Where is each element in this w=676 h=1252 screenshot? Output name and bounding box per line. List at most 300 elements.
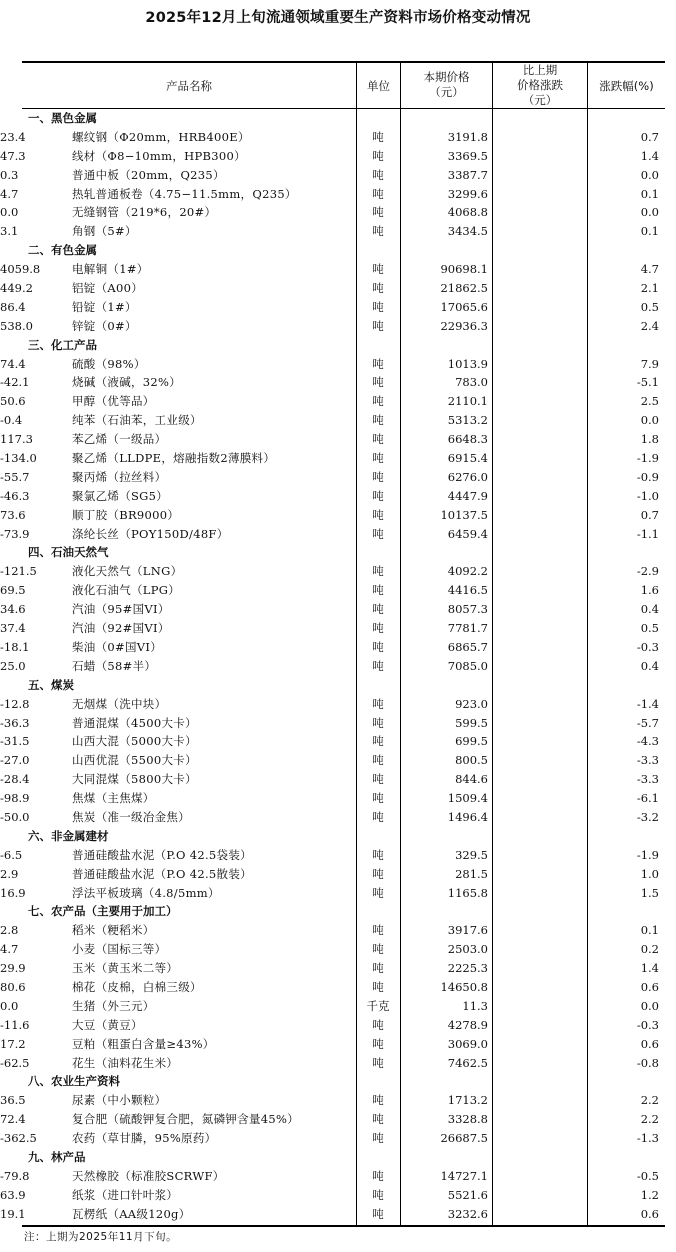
price-cell: 14727.1 (440, 1168, 488, 1183)
percent-cell: -6.1 (636, 791, 659, 806)
category-row (0, 109, 676, 128)
price-cell: 3191.8 (447, 129, 488, 144)
product-name: 聚氯乙烯（SG5） (72, 488, 169, 503)
price-cell: 783.0 (455, 375, 488, 390)
table-row (0, 392, 676, 411)
product-name: 顺丁胶（BR9000） (72, 507, 180, 522)
percent-cell: 1.4 (640, 148, 659, 163)
unit-cell: 吨 (372, 507, 384, 522)
percent-cell: -0.5 (636, 1168, 659, 1183)
product-name: 普通混煤（4500大卡） (72, 715, 197, 730)
table-body (0, 109, 676, 1224)
table-row (0, 940, 676, 959)
unit-cell: 吨 (372, 885, 384, 900)
header-price-change-line1: 比上期 (522, 63, 558, 77)
price-cell: 1165.8 (447, 885, 488, 900)
table-row (0, 147, 676, 166)
table-row (0, 657, 676, 676)
table-row (0, 279, 676, 298)
change-cell: 449.2 (0, 281, 33, 296)
percent-cell: -3.2 (636, 809, 659, 824)
product-name: 山西大混（5000大卡） (72, 734, 197, 749)
product-name: 无缝钢管（219*6，20#） (72, 205, 217, 220)
footnote: 注：上期为2025年11月下旬。 (24, 1231, 178, 1243)
product-name: 无烟煤（洗中块） (72, 696, 167, 711)
table-row (0, 1186, 676, 1205)
change-cell: 25.0 (0, 658, 26, 673)
unit-cell: 吨 (372, 167, 384, 182)
change-cell: -42.1 (0, 375, 30, 390)
table-row (0, 317, 676, 336)
table-row (0, 222, 676, 241)
unit-cell: 吨 (372, 1206, 384, 1221)
product-name: 石蜡（58#半） (72, 658, 157, 673)
percent-cell: 0.4 (640, 602, 659, 617)
change-cell: 19.1 (0, 1206, 26, 1221)
change-cell: 47.3 (0, 148, 26, 163)
product-name: 苯乙烯（一级品） (72, 432, 167, 447)
price-cell: 1509.4 (447, 791, 488, 806)
percent-cell: 0.6 (640, 1206, 659, 1221)
table-row (0, 166, 676, 185)
unit-cell: 吨 (372, 318, 384, 333)
percent-cell: -1.9 (636, 847, 659, 862)
change-cell: 37.4 (0, 621, 26, 636)
header-current-price-line2: （元） (429, 85, 464, 99)
table-row (0, 751, 676, 770)
category-row (0, 1148, 676, 1167)
table-row (0, 185, 676, 204)
product-name: 小麦（国标三等） (72, 942, 167, 957)
price-cell: 3387.7 (447, 167, 488, 182)
percent-cell: 0.1 (640, 923, 659, 938)
table-row (0, 430, 676, 449)
change-cell: 16.9 (0, 885, 26, 900)
unit-cell: 吨 (372, 753, 384, 768)
unit-cell: 吨 (372, 451, 384, 466)
table-row (0, 770, 676, 789)
percent-cell: 1.0 (640, 866, 659, 881)
product-name: 稻米（粳稻米） (72, 923, 155, 938)
unit-cell: 吨 (372, 772, 384, 787)
percent-cell: -0.9 (636, 469, 659, 484)
product-name: 纸浆（进口针叶浆） (72, 1187, 179, 1202)
table-row (0, 1129, 676, 1148)
percent-cell: 2.2 (640, 1112, 659, 1127)
category-name: 八、农业生产资料 (28, 1074, 120, 1089)
price-cell: 4068.8 (447, 205, 488, 220)
change-cell: 0.3 (0, 167, 19, 182)
percent-cell: -1.0 (636, 488, 659, 503)
unit-cell: 吨 (372, 356, 384, 371)
change-cell: 4.7 (0, 186, 19, 201)
unit-cell: 吨 (372, 375, 384, 390)
product-name: 普通硅酸盐水泥（P.O 42.5散装） (72, 866, 252, 881)
table-row (0, 714, 676, 733)
table-row (0, 449, 676, 468)
product-name: 复合肥（硫酸钾复合肥，氮磷钾含量45%） (72, 1112, 300, 1127)
price-cell: 4278.9 (447, 1017, 488, 1032)
change-cell: 34.6 (0, 602, 26, 617)
change-cell: 2.9 (0, 866, 19, 881)
unit-cell: 吨 (372, 979, 384, 994)
price-cell: 6915.4 (447, 451, 488, 466)
percent-cell: 0.2 (640, 942, 659, 957)
change-cell: 86.4 (0, 299, 26, 314)
change-cell: -31.5 (0, 734, 30, 749)
percent-cell: 0.5 (640, 299, 659, 314)
percent-cell: 0.4 (640, 658, 659, 673)
unit-cell: 吨 (372, 1187, 384, 1202)
unit-cell: 吨 (372, 1168, 384, 1183)
percent-cell: -5.7 (636, 715, 659, 730)
percent-cell: -5.1 (636, 375, 659, 390)
change-cell: -362.5 (0, 1131, 37, 1146)
price-cell: 329.5 (455, 847, 488, 862)
unit-cell: 吨 (372, 1036, 384, 1051)
product-name: 大豆（黄豆） (72, 1017, 143, 1032)
unit-cell: 千克 (366, 998, 390, 1013)
unit-cell: 吨 (372, 696, 384, 711)
table-row (0, 695, 676, 714)
change-cell: 0.0 (0, 998, 19, 1013)
price-cell: 3369.5 (447, 148, 488, 163)
percent-cell: 0.6 (640, 1036, 659, 1051)
price-cell: 2503.0 (447, 942, 488, 957)
price-cell: 10137.5 (440, 507, 488, 522)
change-cell: 63.9 (0, 1187, 26, 1202)
change-cell: 73.6 (0, 507, 26, 522)
percent-cell: -0.3 (636, 639, 659, 654)
price-cell: 17065.6 (440, 299, 488, 314)
price-cell: 599.5 (455, 715, 488, 730)
unit-cell: 吨 (372, 262, 384, 277)
price-cell: 5313.2 (447, 413, 488, 428)
table-row (0, 1167, 676, 1186)
price-cell: 6276.0 (447, 469, 488, 484)
unit-cell: 吨 (372, 923, 384, 938)
unit-cell: 吨 (372, 526, 384, 541)
category-row (0, 676, 676, 695)
percent-cell: 0.0 (640, 998, 659, 1013)
change-cell: 80.6 (0, 979, 26, 994)
unit-cell: 吨 (372, 148, 384, 163)
product-name: 普通中板（20mm，Q235） (72, 167, 225, 182)
table-row (0, 581, 676, 600)
change-cell: -28.4 (0, 772, 30, 787)
unit-cell: 吨 (372, 1112, 384, 1127)
percent-cell: -1.4 (636, 696, 659, 711)
page-title: 2025年12月上旬流通领域重要生产资料市场价格变动情况 (145, 10, 531, 26)
product-name: 柴油（0#国VI） (72, 639, 162, 654)
table-row (0, 789, 676, 808)
header-current-price (401, 70, 492, 100)
change-cell: 4059.8 (0, 262, 41, 277)
price-cell: 281.5 (455, 866, 488, 881)
price-cell: 3434.5 (447, 224, 488, 239)
price-cell: 11.3 (462, 998, 488, 1013)
product-name: 生猪（外三元） (72, 998, 155, 1013)
unit-cell: 吨 (372, 488, 384, 503)
table-bottom-rule (22, 1225, 665, 1227)
product-name: 铝锭（A00） (72, 281, 144, 296)
table-row (0, 1205, 676, 1224)
header-current-price-line1: 本期价格 (423, 70, 470, 84)
change-cell: -98.9 (0, 791, 30, 806)
price-cell: 4092.2 (447, 564, 488, 579)
percent-cell: -0.3 (636, 1017, 659, 1032)
unit-cell: 吨 (372, 658, 384, 673)
percent-cell: -0.8 (636, 1055, 659, 1070)
percent-cell: 2.2 (640, 1093, 659, 1108)
table-row (0, 1110, 676, 1129)
change-cell: -36.3 (0, 715, 30, 730)
percent-cell: 0.1 (640, 186, 659, 201)
percent-cell: 1.2 (640, 1187, 659, 1202)
product-name: 玉米（黄玉米二等） (72, 961, 179, 976)
unit-cell: 吨 (372, 583, 384, 598)
change-cell: 2.8 (0, 923, 19, 938)
percent-cell: -1.9 (636, 451, 659, 466)
table-row (0, 260, 676, 279)
price-cell: 14650.8 (440, 979, 488, 994)
change-cell: -134.0 (0, 451, 37, 466)
product-name: 锌锭（0#） (72, 318, 137, 333)
product-name: 汽油（92#国VI） (72, 621, 170, 636)
table-row (0, 865, 676, 884)
price-cell: 22936.3 (440, 318, 488, 333)
category-name: 九、林产品 (28, 1149, 86, 1164)
table-row (0, 1016, 676, 1035)
table-row (0, 487, 676, 506)
unit-cell: 吨 (372, 715, 384, 730)
product-name: 焦煤（主焦煤） (72, 791, 155, 806)
table-row (0, 1091, 676, 1110)
header-product-name: 产品名称 (166, 79, 212, 93)
change-cell: -46.3 (0, 488, 30, 503)
table-row (0, 808, 676, 827)
unit-cell: 吨 (372, 961, 384, 976)
category-name: 六、非金属建材 (28, 828, 109, 843)
product-name: 硫酸（98%） (72, 356, 146, 371)
table-row (0, 638, 676, 657)
unit-cell: 吨 (372, 299, 384, 314)
change-cell: -50.0 (0, 809, 30, 824)
percent-cell: -3.3 (636, 772, 659, 787)
category-name: 三、化工产品 (28, 337, 97, 352)
product-name: 甲醇（优等品） (72, 394, 155, 409)
table-row (0, 846, 676, 865)
unit-cell: 吨 (372, 809, 384, 824)
price-cell: 1496.4 (447, 809, 488, 824)
percent-cell: 4.7 (640, 262, 659, 277)
unit-cell: 吨 (372, 432, 384, 447)
change-cell: -0.4 (0, 413, 23, 428)
price-cell: 7781.7 (447, 621, 488, 636)
change-cell: 36.5 (0, 1093, 26, 1108)
price-cell: 5521.6 (447, 1187, 488, 1202)
unit-cell: 吨 (372, 791, 384, 806)
product-name: 线材（Φ8−10mm，HPB300） (72, 148, 246, 163)
category-row (0, 543, 676, 562)
unit-cell: 吨 (372, 1131, 384, 1146)
category-row (0, 336, 676, 355)
price-cell: 6865.7 (447, 639, 488, 654)
price-cell: 7085.0 (447, 658, 488, 673)
price-cell: 3299.6 (447, 186, 488, 201)
unit-cell: 吨 (372, 1093, 384, 1108)
unit-cell: 吨 (372, 186, 384, 201)
change-cell: -121.5 (0, 564, 37, 579)
unit-cell: 吨 (372, 281, 384, 296)
product-name: 瓦楞纸（AA级120g） (72, 1206, 191, 1221)
unit-cell: 吨 (372, 413, 384, 428)
unit-cell: 吨 (372, 564, 384, 579)
percent-cell: 2.4 (640, 318, 659, 333)
product-name: 焦炭（准一级冶金焦） (72, 809, 190, 824)
product-name: 角钢（5#） (72, 224, 137, 239)
change-cell: 538.0 (0, 318, 33, 333)
percent-cell: 0.6 (640, 979, 659, 994)
change-cell: 3.1 (0, 224, 19, 239)
price-cell: 2225.3 (447, 961, 488, 976)
change-cell: 117.3 (0, 432, 33, 447)
price-cell: 844.6 (455, 772, 488, 787)
unit-cell: 吨 (372, 394, 384, 409)
percent-cell: -2.9 (636, 564, 659, 579)
change-cell: -18.1 (0, 639, 30, 654)
price-cell: 21862.5 (440, 281, 488, 296)
product-name: 汽油（95#国VI） (72, 602, 170, 617)
product-name: 烧碱（液碱，32%） (72, 375, 182, 390)
table-row (0, 921, 676, 940)
price-cell: 2110.1 (447, 394, 488, 409)
price-cell: 4416.5 (447, 583, 488, 598)
product-name: 涤纶长丝（POY150D/48F） (72, 526, 229, 541)
table-row (0, 411, 676, 430)
price-cell: 3232.6 (447, 1206, 488, 1221)
price-cell: 8057.3 (447, 602, 488, 617)
product-name: 普通硅酸盐水泥（P.O 42.5袋装） (72, 847, 252, 862)
header-price-change-line2: 价格涨跌 (517, 78, 563, 92)
unit-cell: 吨 (372, 866, 384, 881)
product-name: 电解铜（1#） (72, 262, 149, 277)
change-cell: -62.5 (0, 1055, 30, 1070)
percent-cell: 0.1 (640, 224, 659, 239)
percent-cell: -1.1 (636, 526, 659, 541)
category-name: 一、黑色金属 (28, 111, 97, 125)
product-name: 聚丙烯（拉丝料） (72, 469, 167, 484)
unit-cell: 吨 (372, 847, 384, 862)
product-name: 大同混煤（5800大卡） (72, 772, 197, 787)
price-cell: 6459.4 (447, 526, 488, 541)
percent-cell: 0.0 (640, 205, 659, 220)
product-name: 棉花（皮棉，白棉三级） (72, 979, 202, 994)
table-row (0, 506, 676, 525)
table-row (0, 732, 676, 751)
unit-cell: 吨 (372, 621, 384, 636)
table-row (0, 468, 676, 487)
unit-cell: 吨 (372, 205, 384, 220)
change-cell: -12.8 (0, 696, 30, 711)
unit-cell: 吨 (372, 224, 384, 239)
percent-cell: 1.5 (640, 885, 659, 900)
percent-cell: 0.7 (640, 129, 659, 144)
percent-cell: 0.5 (640, 621, 659, 636)
product-name: 天然橡胶（标准胶SCRWF） (72, 1168, 225, 1183)
product-name: 浮法平板玻璃（4.8/5mm） (72, 885, 220, 900)
unit-cell: 吨 (372, 942, 384, 957)
category-name: 四、石油天然气 (28, 545, 109, 560)
percent-cell: 0.0 (640, 413, 659, 428)
price-cell: 923.0 (455, 696, 488, 711)
table-row (0, 355, 676, 374)
percent-cell: -3.3 (636, 753, 659, 768)
product-name: 纯苯（石油苯，工业级） (72, 413, 202, 428)
product-name: 花生（油料花生米） (72, 1055, 179, 1070)
unit-cell: 吨 (372, 639, 384, 654)
category-name: 五、煤炭 (28, 677, 74, 692)
unit-cell: 吨 (372, 129, 384, 144)
product-name: 豆粕（粗蛋白含量≥43%） (72, 1036, 215, 1051)
percent-cell: -1.3 (636, 1131, 659, 1146)
table-row (0, 978, 676, 997)
header-price-change (493, 63, 587, 108)
category-row (0, 241, 676, 260)
unit-cell: 吨 (372, 1017, 384, 1032)
table-row (0, 562, 676, 581)
table-row (0, 373, 676, 392)
category-name: 二、有色金属 (28, 243, 97, 258)
price-cell: 699.5 (455, 734, 488, 749)
percent-cell: 1.8 (640, 432, 659, 447)
change-cell: 72.4 (0, 1112, 26, 1127)
price-cell: 90698.1 (440, 262, 488, 277)
category-row (0, 827, 676, 846)
table-row (0, 1054, 676, 1073)
change-cell: 23.4 (0, 129, 26, 144)
product-name: 农药（草甘膦，95%原药） (72, 1131, 217, 1146)
product-name: 液化天然气（LNG） (72, 564, 183, 579)
percent-cell: 2.1 (640, 281, 659, 296)
change-cell: 69.5 (0, 583, 26, 598)
change-cell: 74.4 (0, 356, 26, 371)
product-name: 螺纹钢（Φ20mm，HRB400E） (72, 129, 250, 144)
percent-cell: 0.7 (640, 507, 659, 522)
product-name: 液化石油气（LPG） (72, 583, 181, 598)
price-cell: 7462.5 (447, 1055, 488, 1070)
table-row (0, 600, 676, 619)
unit-cell: 吨 (372, 602, 384, 617)
percent-cell: 1.4 (640, 961, 659, 976)
table-row (0, 128, 676, 147)
table-row (0, 884, 676, 903)
change-cell: 17.2 (0, 1036, 26, 1051)
price-cell: 3328.8 (447, 1112, 488, 1127)
table-row (0, 997, 676, 1016)
table-row (0, 959, 676, 978)
price-cell: 800.5 (455, 753, 488, 768)
unit-cell: 吨 (372, 469, 384, 484)
percent-cell: -4.3 (636, 734, 659, 749)
unit-cell: 吨 (372, 734, 384, 749)
price-cell: 3069.0 (447, 1036, 488, 1051)
change-cell: -27.0 (0, 753, 30, 768)
category-row (0, 902, 676, 921)
price-cell: 6648.3 (447, 432, 488, 447)
price-cell: 1713.2 (447, 1093, 488, 1108)
change-cell: -73.9 (0, 526, 30, 541)
